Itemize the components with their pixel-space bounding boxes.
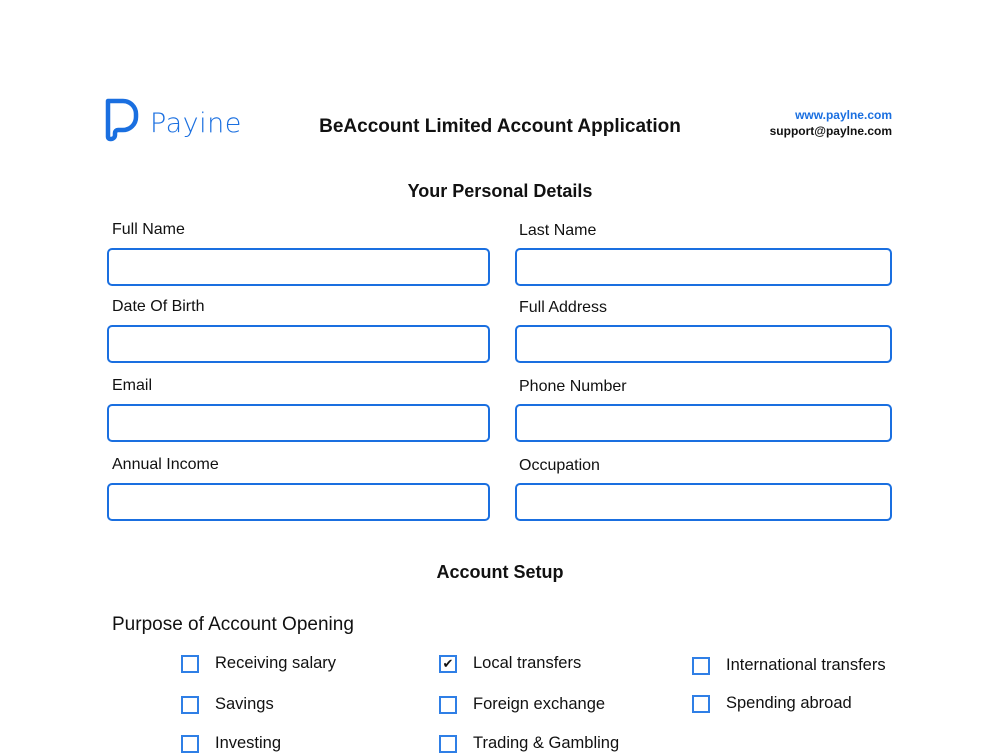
option-label: Spending abroad xyxy=(726,694,852,712)
checkbox-checked[interactable] xyxy=(439,655,457,673)
purpose-of-account-label: Purpose of Account Opening xyxy=(112,614,354,635)
annual-income-input[interactable] xyxy=(107,483,490,521)
contact-info xyxy=(770,107,892,139)
checkbox[interactable] xyxy=(181,655,199,673)
date-of-birth-input[interactable] xyxy=(107,325,490,363)
support-email-link[interactable]: support@paylne.com xyxy=(769,124,892,138)
full-name-input[interactable] xyxy=(107,248,490,286)
option-trading-gambling[interactable] xyxy=(439,734,619,753)
email-label: Email xyxy=(112,377,153,394)
last-name-label: Last Name xyxy=(519,222,597,239)
full-address-input[interactable] xyxy=(515,325,892,363)
date-of-birth-label: Date Of Birth xyxy=(112,298,205,315)
option-local-transfers[interactable] xyxy=(439,654,581,673)
option-savings[interactable] xyxy=(181,695,274,714)
document-title: BeAccount Limited Account Application xyxy=(319,116,681,137)
option-label: Investing xyxy=(215,734,282,752)
occupation-label: Occupation xyxy=(519,457,600,474)
checkmark-icon: ✔ xyxy=(442,656,454,671)
option-label: International transfers xyxy=(726,656,886,674)
brand-name: Payine xyxy=(150,108,242,139)
full-name-label: Full Name xyxy=(112,221,185,238)
option-label: Savings xyxy=(215,695,274,713)
personal-details-heading: Your Personal Details xyxy=(407,181,593,201)
phone-number-label: Phone Number xyxy=(519,378,627,395)
option-label: Trading & Gambling xyxy=(473,734,620,752)
phone-number-input[interactable] xyxy=(515,404,892,442)
option-label: Foreign exchange xyxy=(473,695,606,713)
checkbox[interactable] xyxy=(692,695,710,713)
option-label: Local transfers xyxy=(473,654,582,672)
option-label: Receiving salary xyxy=(215,654,337,672)
option-spending-abroad[interactable] xyxy=(692,694,852,713)
occupation-input[interactable] xyxy=(515,483,892,521)
option-international-transfers[interactable] xyxy=(692,656,886,675)
checkbox[interactable] xyxy=(439,696,457,714)
payine-logo-icon xyxy=(104,97,140,143)
last-name-input[interactable] xyxy=(515,248,892,286)
account-setup-heading: Account Setup xyxy=(436,562,564,582)
annual-income-label: Annual Income xyxy=(112,456,219,473)
checkbox[interactable] xyxy=(692,657,710,675)
option-foreign-exchange[interactable] xyxy=(439,695,605,714)
website-link[interactable]: www.paylne.com xyxy=(795,108,892,122)
option-investing[interactable] xyxy=(181,734,281,753)
full-address-label: Full Address xyxy=(519,299,608,316)
option-receiving-salary[interactable] xyxy=(181,654,336,673)
checkbox[interactable] xyxy=(181,696,199,714)
email-input[interactable] xyxy=(107,404,490,442)
